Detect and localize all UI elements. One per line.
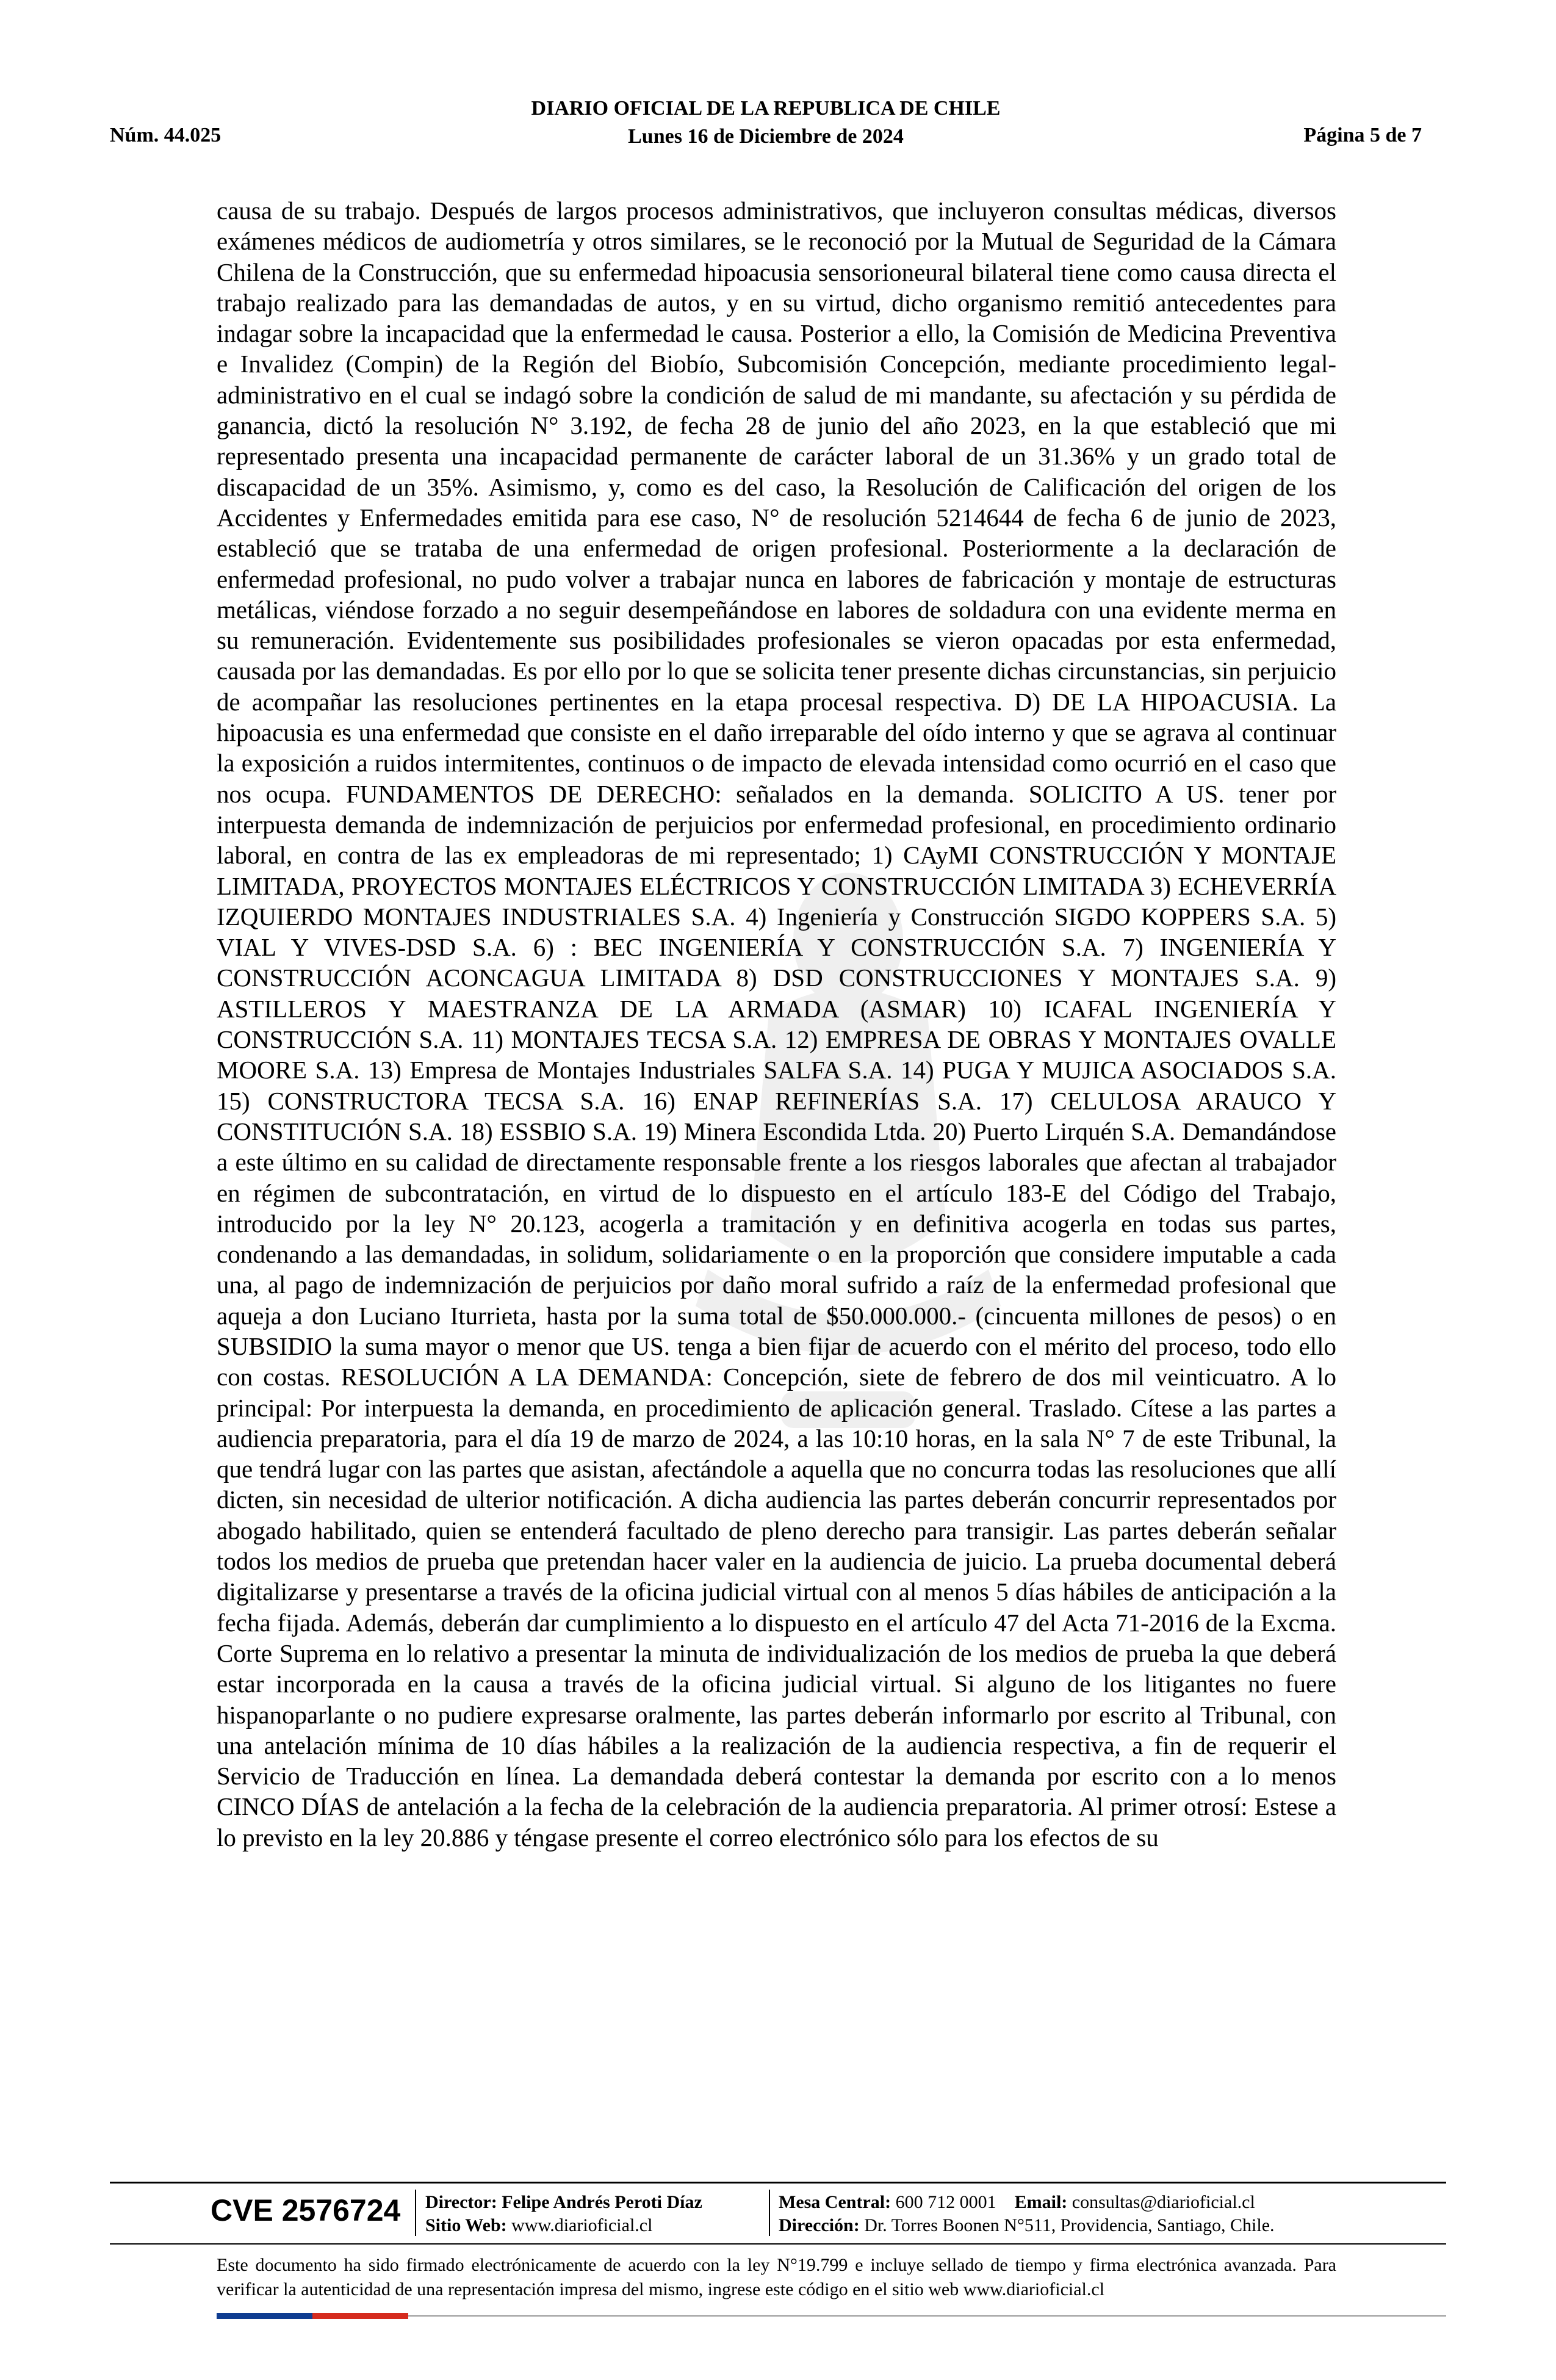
chile-flag-bar [217,2313,408,2319]
site-label: Sitio Web: [425,2215,507,2235]
footer-separator [415,2190,416,2236]
footer-rule-bottom [408,2315,1446,2317]
director-name: Felipe Andrés Peroti Díaz [502,2192,702,2212]
address-value: Dr. Torres Boonen N°511, Providencia, Santiago, Chile. [864,2215,1275,2235]
footer-separator [769,2190,770,2236]
publication-date: Lunes 16 de Diciembre de 2024 [628,125,904,148]
flag-red-segment [312,2313,408,2319]
email-label: Email: [1014,2192,1068,2212]
footer-rule-mid [110,2243,1446,2245]
footer-contact-block [779,2191,1275,2237]
signature-disclaimer: Este documento ha sido firmado electrónicamente de acuerdo con la ley N°19.799 e incluye sellado de tiempo y firma electrónica avanzada. Para verificar la autenticidad de una representación impresa del mismo, ingrese este código en el sitio web www.diarioficial.cl [217,2255,1336,2299]
site-url[interactable]: www.diarioficial.cl [511,2215,653,2235]
cve-code: CVE 2576724 [211,2193,401,2227]
issue-number: Núm. 44.025 [110,124,222,146]
publication-title: DIARIO OFICIAL DE LA REPUBLICA DE CHILE [531,97,1001,120]
flag-blue-segment [217,2313,312,2319]
email-address[interactable]: consultas@diarioficial.cl [1072,2192,1255,2212]
footer-rule-top [110,2182,1446,2183]
mesa-phone: 600 712 0001 [895,2192,996,2212]
page-header [110,95,1422,150]
address-label: Dirección: [779,2215,860,2235]
page-number: Página 5 de 7 [1303,124,1422,146]
mesa-label: Mesa Central: [779,2192,891,2212]
director-label: Director: [425,2192,497,2212]
footer-director-block [425,2191,702,2237]
header-center [110,95,1422,151]
body-text: causa de su trabajo. Después de largos procesos administrativos, que incluyeron consultas médicas, diversos exámenes médicos de audiometría y otros similares, se le reconoció por la Mutual de Seguridad de la Cámara Chilena de la Construcción, que su enfermedad hipoacusia sensorioneural bilateral tiene como causa directa el trabajo realizado para las demandadas de autos, y en su virtud, dicho organismo remitió antecedentes para indagar sobre la incapacidad que la enfermedad le causa. Posterior a ello, la Comisión de Medicina Preventiva e Invalidez (Compin) de la Región del Biobío, Subcomisión Concepción, mediante procedimiento legal-administrativo en el cual se indagó sobre la condición de salud de mi mandante, su afectación y su pérdida de ganancia, dictó la resolución N° 3.192, de fecha 28 de junio del año 2023, en la que estableció que mi representado presenta una incapacidad permanente de carácter laboral de un 31.36% y un grado total de discapacidad de un 35%. Asimismo, y, como es del caso, la Resolución de Calificación del origen de los Accidentes y Enfermedades emitida para ese caso, N° de resolución 5214644 de fecha 6 de junio de 2023, estableció que se trataba de una enfermedad de origen profesional. Posteriormente a la declaración de enfermedad profesional, no pudo volver a trabajar nunca en labores de fabricación y montaje de estructuras metálicas, viéndose forzado a no seguir desempeñándose en labores de soldadura con una evidente merma en su remuneración. Evidentemente sus posibilidades profesionales se vieron opacadas por esta enfermedad, causada por las demandadas. Es por ello por lo que se solicita tener presente dichas circunstancias, sin perjuicio de acompañar las resoluciones pertinentes en la etapa procesal respectiva. D) DE LA HIPOACUSIA. La hipoacusia es una enfermedad que consiste en el daño irreparable del oído interno y que se agrava al continuar la exposición a ruidos intermitentes, continuos o de impacto de elevada intensidad como ocurrió en el caso que nos ocupa. FUNDAMENTOS DE DERECHO: señalados en la demanda. SOLICITO A US. tener por interpuesta demanda de indemnización de perjuicios por enfermedad profesional, en procedimiento ordinario laboral, en contra de las ex empleadoras de mi representado; 1) CAyMI CONSTRUCCIÓN Y MONTAJE LIMITADA, PROYECTOS MONTAJES ELÉCTRICOS Y CONSTRUCCIÓN LIMITADA 3) ECHEVERRÍA IZQUIERDO MONTAJES INDUSTRIALES S.A. 4) Ingeniería y Construcción SIGDO KOPPERS S.A. 5) VIAL Y VIVES-DSD S.A. 6) : BEC INGENIERÍA Y CONSTRUCCIÓN S.A. 7) INGENIERÍA Y CONSTRUCCIÓN ACONCAGUA LIMITADA 8) DSD CONSTRUCCIONES Y MONTAJES S.A. 9) ASTILLEROS Y MAESTRANZA DE LA ARMADA (ASMAR) 10) ICAFAL INGENIERÍA Y CONSTRUCCIÓN S.A. 11) MONTAJES TECSA S.A. 12) EMPRESA DE OBRAS Y MONTAJES OVALLE MOORE S.A. 13) Empresa de Montajes Industriales SALFA S.A. 14) PUGA Y MUJICA ASOCIADOS S.A. 15) CONSTRUCTORA TECSA S.A. 16) ENAP REFINERÍAS S.A. 17) CELULOSA ARAUCO Y CONSTITUCIÓN S.A. 18) ESSBIO S.A. 19) Minera Escondida Ltda. 20) Puerto Lirquén S.A. Demandándose a este último en su calidad de directamente responsable frente a los riesgos laborales que afectan al trabajador en régimen de subcontratación, en virtud de lo dispuesto en el artículo 183-E del Código del Trabajo, introducido por la ley N° 20.123, acogerla a tramitación y en definitiva acogerla en todas sus partes, condenando a las demandadas, in solidum, solidariamente o en la proporción que considere imputable a cada una, al pago de indemnización de perjuicios por daño moral sufrido a raíz de la enfermedad profesional que aqueja a don Luciano Iturrieta, hasta por la suma total de $50.000.000.- (cincuenta millones de pesos) o en SUBSIDIO la suma mayor o menor que US. tenga a bien fijar de acuerdo con el mérito del proceso, todo ello con costas. RESOLUCIÓN A LA DEMANDA: Concepción, siete de febrero de dos mil veinticuatro. A lo principal: Por interpuesta la demanda, en procedimiento de aplicación general. Traslado. Cítese a las partes a audiencia preparatoria, para el día 19 de marzo de 2024, a las 10:10 horas, en la sala N° 7 de este Tribunal, la que tendrá lugar con las partes que asistan, afectándole a aquella que no concurra todas las resoluciones que allí dicten, sin necesidad de ulterior notificación. A dicha audiencia las partes deberán concurrir representados por abogado habilitado, quien se entenderá facultado de pleno derecho para transigir. Las partes deberán señalar todos los medios de prueba que pretendan hacer valer en la audiencia de juicio. La prueba documental deberá digitalizarse y presentarse a través de la oficina judicial virtual con al menos 5 días hábiles de anticipación a la fecha fijada. Además, deberán dar cumplimiento a lo dispuesto en el artículo 47 del Acta 71-2016 de la Excma. Corte Suprema en lo relativo a presentar la minuta de individualización de los medios de prueba la que deberá estar incorporada en la causa a través de la oficina judicial virtual. Si alguno de los litigantes no fuere hispanoparlante o no pudiere expresarse oralmente, las partes deberán informarlo por escrito al Tribunal, con una antelación mínima de 10 días hábiles a la realización de la audiencia respectiva, a fin de requerir el Servicio de Traducción en línea. La demandada deberá contestar la demanda por escrito con a lo menos CINCO DÍAS de antelación a la fecha de la celebración de la audiencia preparatoria. Al primer otrosí: Estese a lo previsto en la ley 20.886 y téngase presente el correo electrónico sólo para los efectos de su [217,197,1336,1852]
